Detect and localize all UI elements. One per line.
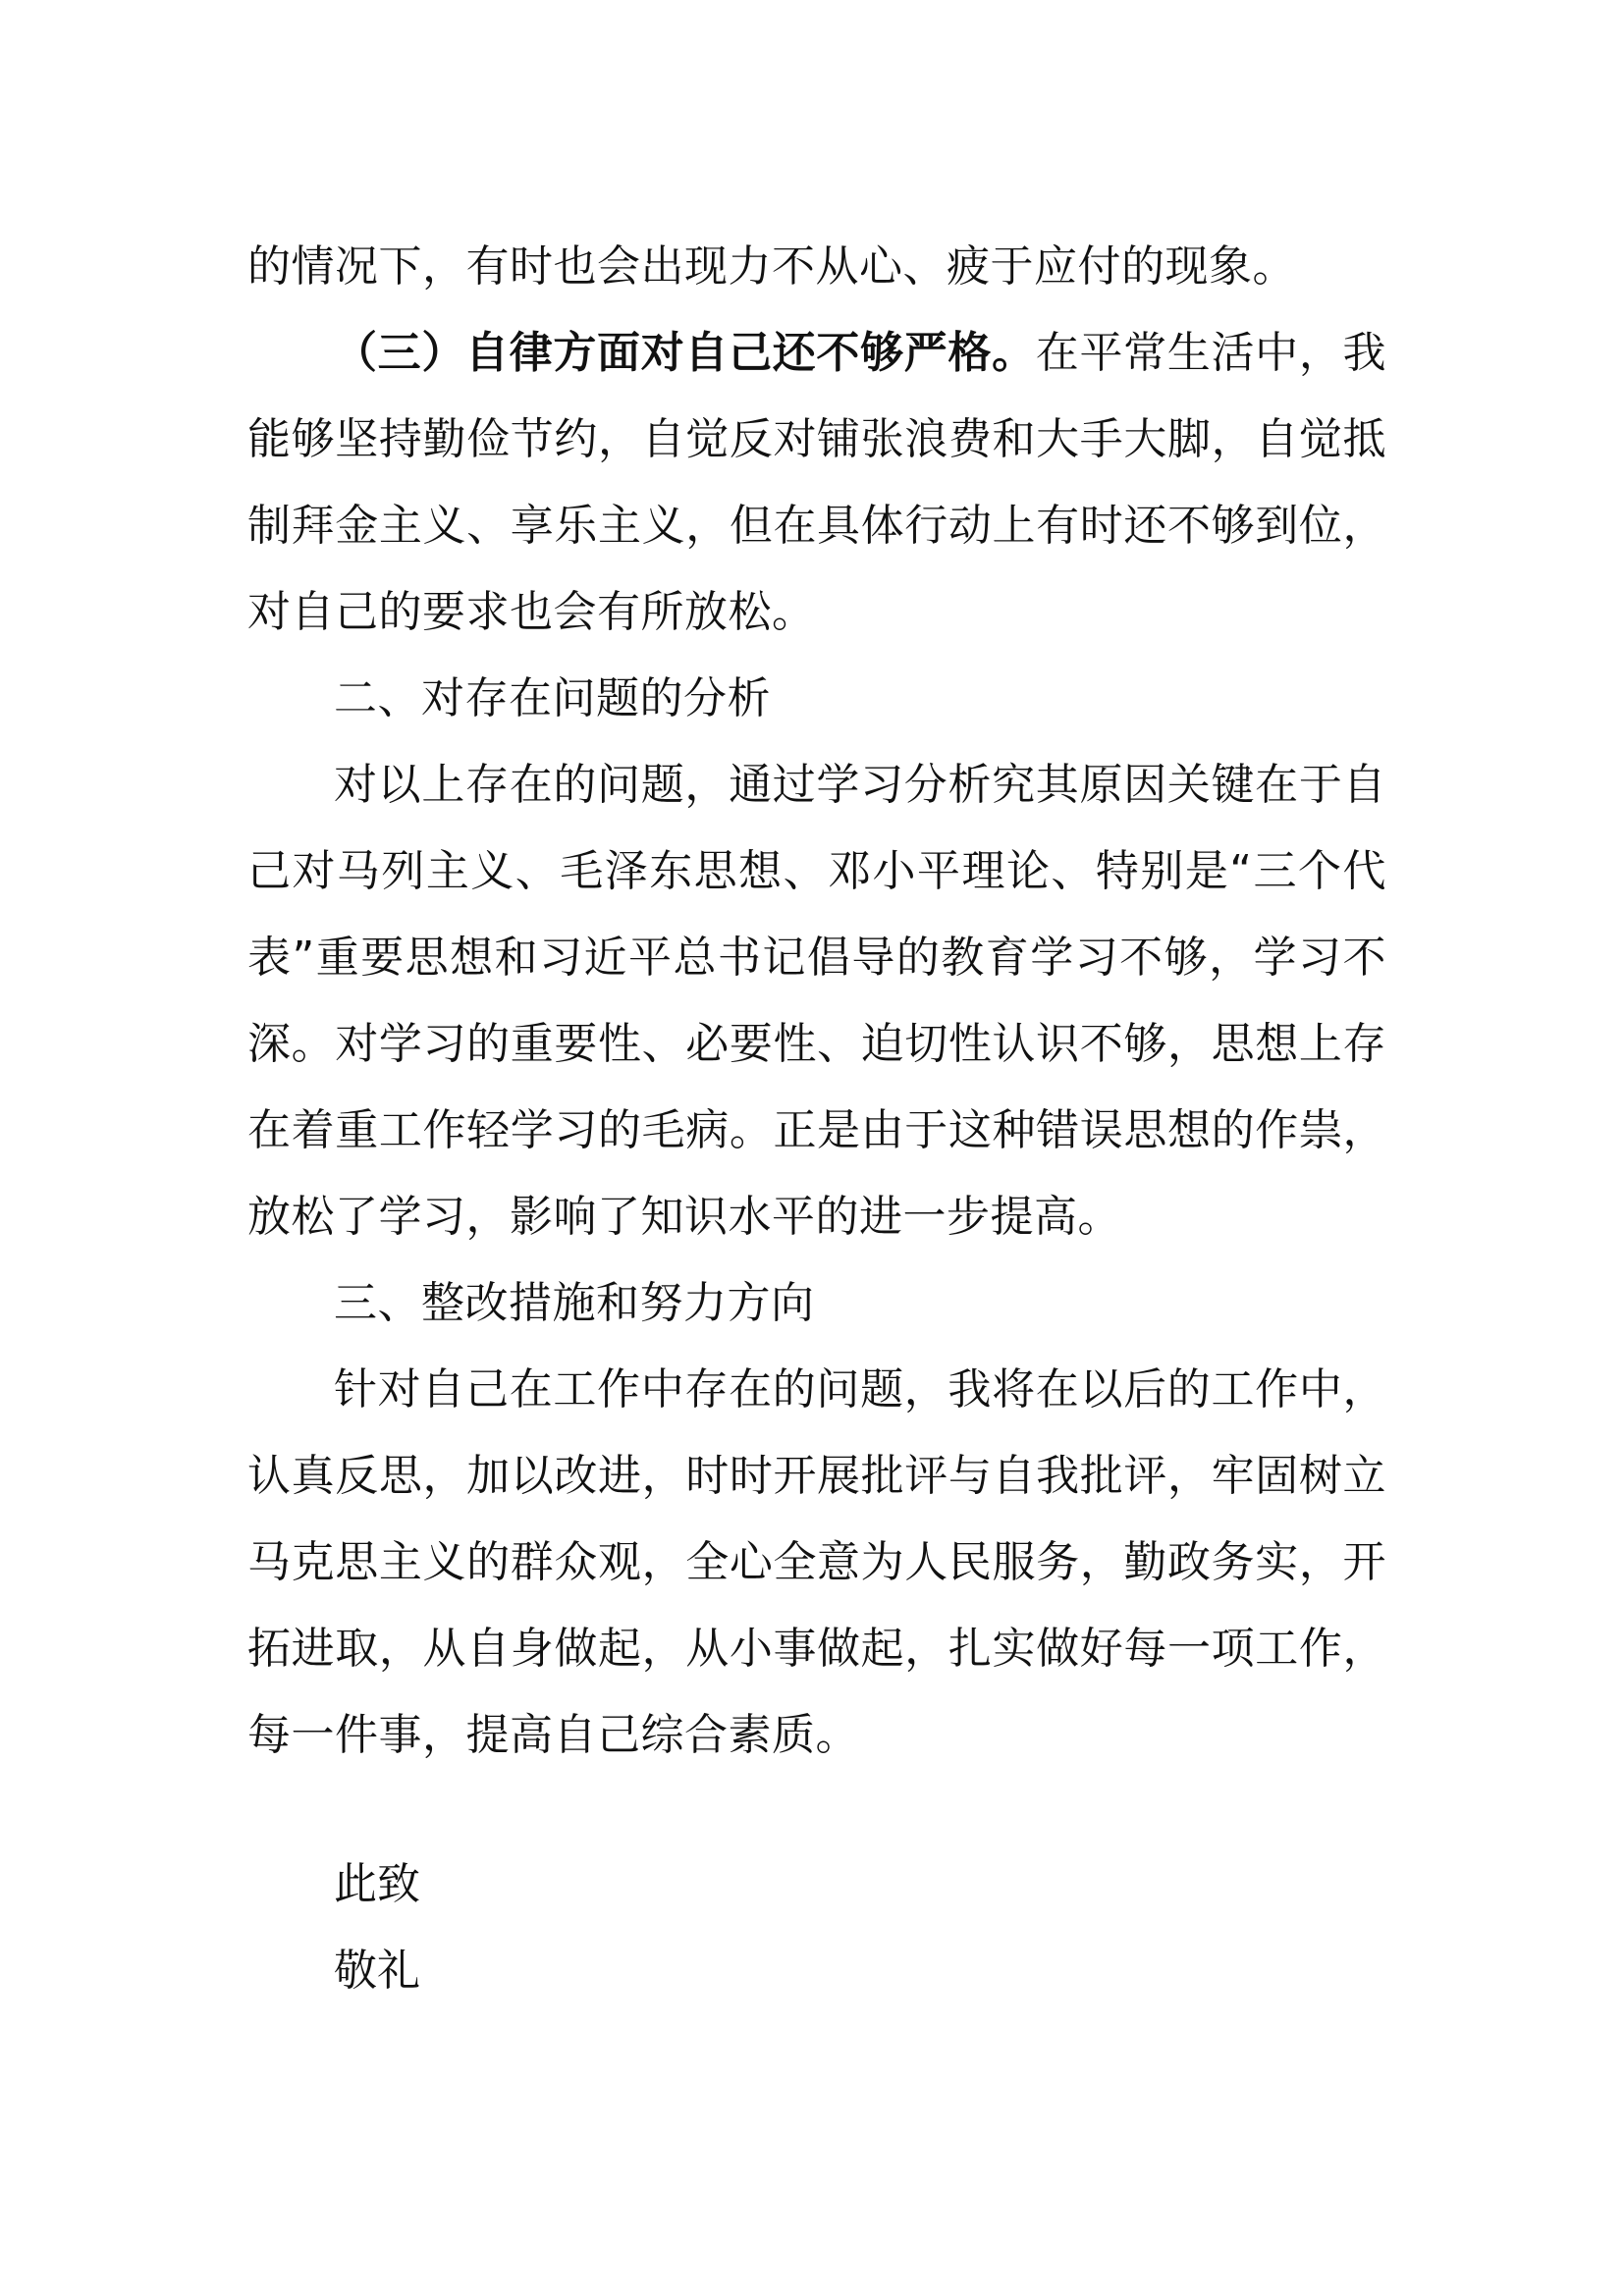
document-body [247,224,1386,1779]
section-heading-text: 三、整改措施和努力方向 [334,1278,815,1328]
paragraph-text: 在平常生活中，我能够坚持勤俭节约，自觉反对铺张浪费和大手大脚，自觉抵制拜金主义、享乐主义，但在具体行动上有时还不够到位，对自己的要求也会有所放松。 [247,328,1386,637]
paragraph-text: 的情况下，有时也会出现力不从心、疲于应付的现象。 [247,241,1296,292]
paragraph-self-discipline [247,310,1386,656]
paragraph-heading: （三）自律方面对自己还不够严格。 [334,328,1036,378]
closing-salutation: 此致 [334,1859,420,1909]
paragraph-measures [247,1347,1386,1779]
paragraph-text: 对以上存在的问题，通过学习分析究其原因关键在于自己对马列主义、毛泽东思想、邓小平理论、特别是“三个代表”重要思想和习近平总书记倡导的教育学习不够，学习不深。对学习的重要性、必要性、迫切性认识不够，思想上存在着重工作轻学习的毛病。正是由于这种错误思想的作祟，放松了学习，影响了知识水平的进一步提高。 [247,760,1386,1242]
section-heading-analysis [247,656,1386,742]
paragraph-text: 针对自己在工作中存在的问题，我将在以后的工作中，认真反思，加以改进，时时开展批评与自我批评，牢固树立马克思主义的群众观，全心全意为人民服务，勤政务实，开拓进取，从自身做起，从小事做起，扎实做好每一项工作，每一件事，提高自己综合素质。 [247,1364,1386,1760]
section-heading-text: 二、对存在问题的分析 [334,673,771,723]
section-heading-measures [247,1260,1386,1347]
paragraph-continuation [247,224,1386,310]
closing-regards: 敬礼 [334,1946,420,1996]
paragraph-analysis [247,742,1386,1260]
